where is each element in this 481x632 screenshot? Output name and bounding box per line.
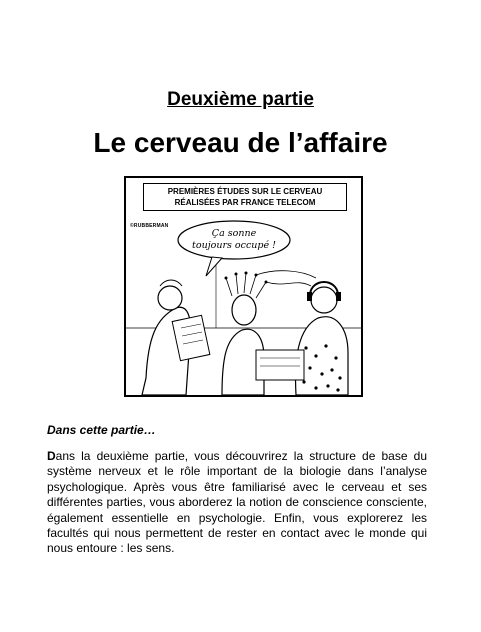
cartoon-illustration <box>124 176 363 397</box>
page-title: Le cerveau de l’affaire <box>93 127 388 158</box>
body-paragraph-text: ans la deuxième partie, vous découvrirez la structure de base du système nerveux et le rôle important de la biologie dans l’analyse psychologique. Après vous être familiarisé avec le cerveau et ses différentes parties, vous aborderez la notion de conscience consciente, également essentielle en psychologie. Enfin, vous explorerez les facultés qui nous permettent de rester en contact avec le monde qui nous entoure : les sens. <box>47 449 427 556</box>
cartoon-caption <box>143 183 347 211</box>
speech-bubble-line1: Ça sonne <box>211 228 257 239</box>
cartoon-caption-line1: PREMIÈRES ÉTUDES SUR LE CERVEAU <box>167 187 323 196</box>
cartoon-caption-line2: RÉALISÉES PAR FRANCE TELECOM <box>174 198 316 207</box>
speech-bubble-line2: toujours occupé ! <box>192 240 276 251</box>
body-dropcap: D <box>47 449 56 463</box>
cartoon-signature: ©RUBBERMAN <box>130 223 169 229</box>
speech-bubble-text <box>188 228 280 252</box>
part-label: Deuxième partie <box>167 89 314 110</box>
section-intro: Dans cette partie… <box>47 423 156 437</box>
body-paragraph <box>47 449 427 557</box>
